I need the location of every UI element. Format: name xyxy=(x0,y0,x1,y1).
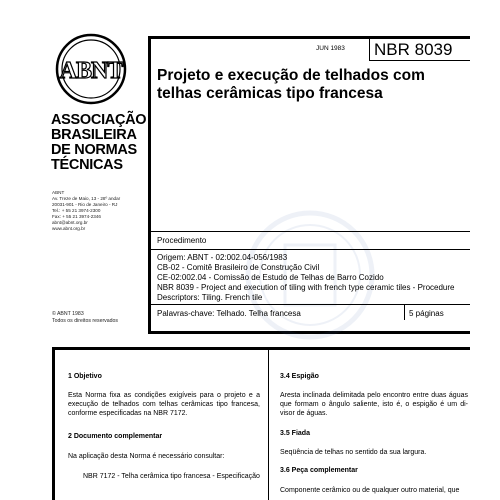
section-3-4-text: Aresta inclinada delimitada pelo encontro entre duas águas que formam o ângulo saliente, isto é, o espigão é um di-visor de águas. xyxy=(280,392,468,417)
section-3-6-heading: 3.6 Peça complementar xyxy=(280,467,358,474)
page-count: 5 páginas xyxy=(409,309,444,318)
section-3-5-heading: 3.5 Fiada xyxy=(280,430,310,437)
document-category: Procedimento xyxy=(157,236,207,245)
metadata-line: NBR 8039 - Project and execution of tiling with french type ceramic tiles - Procedure xyxy=(157,283,455,292)
section-2-text: Na aplicação desta Norma é necessário consultar: xyxy=(68,453,225,460)
keywords-pages-divider xyxy=(404,304,405,320)
document-metadata xyxy=(157,253,454,303)
column-divider xyxy=(268,350,269,500)
body-frame-left-rule xyxy=(52,347,55,500)
organization-name xyxy=(51,113,151,173)
copyright xyxy=(52,311,118,325)
section-2-heading: 2 Documento complementar xyxy=(68,433,163,440)
keywords: Palavras-chave: Telhado. Telha francesa xyxy=(157,309,301,318)
org-name-line: BRASILEIRA xyxy=(51,127,137,143)
address-line: Fax: + 55 21 3974-2346 xyxy=(52,214,101,219)
publication-date: JUN 1983 xyxy=(316,45,345,52)
standard-number: NBR 8039 xyxy=(374,40,453,59)
abnt-logo-icon xyxy=(55,33,127,105)
address-line: abnt@abnt.org.br xyxy=(52,220,88,225)
divider-keywords xyxy=(151,304,470,305)
address-line: ABNT xyxy=(52,190,65,195)
address-line: www.abnt.org.br xyxy=(52,226,86,231)
address-line: Av. Treze de Maio, 13 - 28º andar xyxy=(52,196,121,201)
org-name-line: TÉCNICAS xyxy=(51,157,123,173)
address-line: 20031-901 - Rio de Janeiro - RJ xyxy=(52,202,118,207)
org-name-line: ASSOCIAÇÃO xyxy=(51,112,147,128)
section-3-4-heading: 3.4 Espigão xyxy=(280,373,319,380)
divider-meta xyxy=(151,249,470,250)
org-name-line: DE NORMAS xyxy=(51,142,137,158)
section-1-text: Esta Norma fixa as condições exigíveis para o projeto e a execução de telhados com telhas cerâmicas tipo francesa, conforme especificadas na NBR 7172. xyxy=(68,392,260,417)
section-3-5-text: Seqüência de telhas no sentido da sua largura. xyxy=(280,449,427,456)
divider-procedure xyxy=(151,231,470,232)
metadata-line: Origem: ABNT - 02:002.04-056/1983 xyxy=(157,253,288,262)
abnt-logo xyxy=(55,33,127,105)
metadata-line: Descriptors: Tiling. French tile xyxy=(157,293,263,302)
body-frame-top-rule xyxy=(52,347,470,350)
copyright-line: © ABNT 1983 xyxy=(52,311,84,317)
section-2-reference: NBR 7172 - Telha cerâmica tipo francesa - Especificação xyxy=(83,473,260,480)
document-title: Projeto e execução de telhados com telhas cerâmicas tipo francesa xyxy=(157,67,425,102)
metadata-line: CB-02 - Comitê Brasileiro de Construção Civil xyxy=(157,263,320,272)
section-1-heading: 1 Objetivo xyxy=(68,373,102,380)
header-frame-left-rule xyxy=(148,36,151,334)
organization-address xyxy=(52,190,147,232)
copyright-line: Todos os direitos reservados xyxy=(52,318,119,324)
section-3-6-text: Componente cerâmico ou de qualquer outro material, que xyxy=(280,487,460,494)
metadata-line: CE-02:002.04 - Comissão de Estudo de Telhas de Barro Cozido xyxy=(157,273,384,282)
logo-text: ABNT xyxy=(59,58,123,84)
address-line: Tel.: + 55 21 3974-2300 xyxy=(52,208,101,213)
